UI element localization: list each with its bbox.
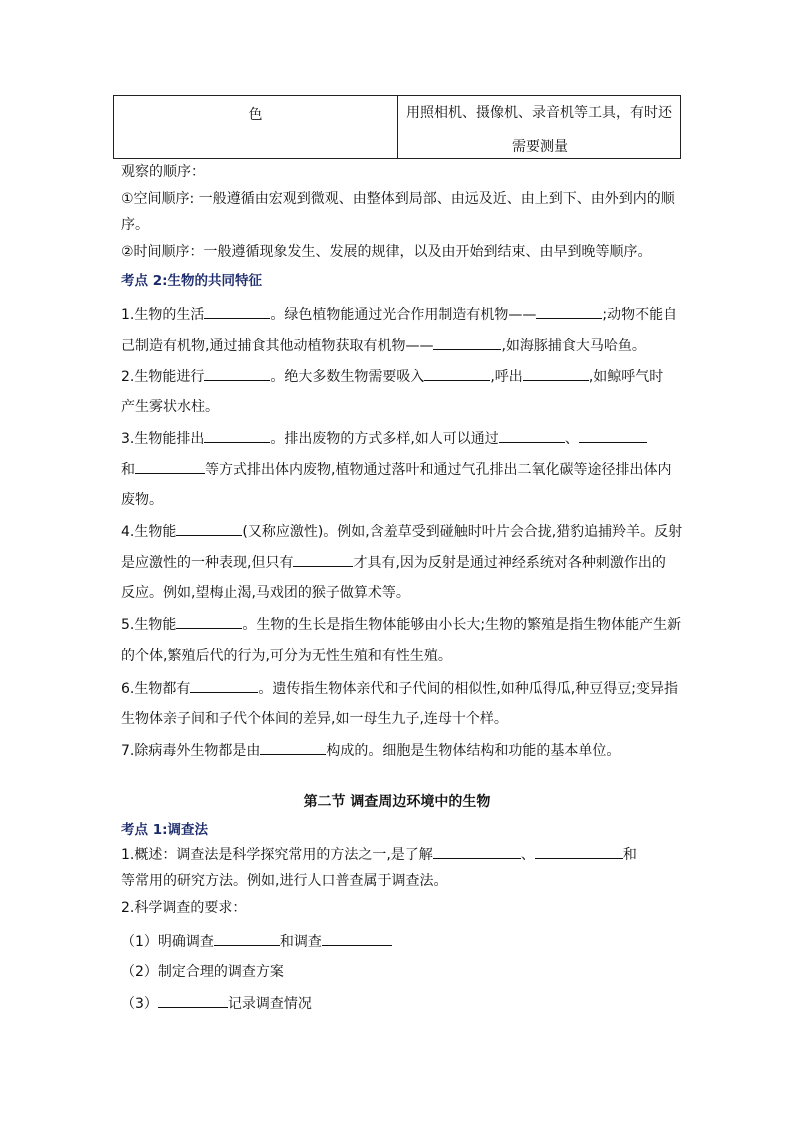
kd2-item2-line1: 2.生物能进行 。绝大多数生物需要吸入 ,呼出 ,如鲸呼气时: [121, 369, 664, 385]
table-cell-left: 色: [114, 96, 398, 159]
fill-blank[interactable]: [260, 741, 326, 755]
fill-blank[interactable]: [293, 553, 353, 567]
requirement-3: （3） 记录调查情况: [121, 996, 312, 1012]
kd2-item3-line3: 废物。: [121, 492, 163, 508]
table-row: [114, 96, 681, 159]
kd2-item4-line1: 4.生物能 (又称应激性)。例如,含羞草受到碰触时叶片会合拢,猎豹追捕羚羊。反射: [121, 524, 683, 540]
table-cell-right-line2: 需要测量: [512, 139, 568, 155]
kd2-item5-line1: 5.生物能 。生物的生长是指生物体能够由小长大;生物的繁殖是指生物体能产生新: [121, 617, 682, 633]
observation-table: [113, 95, 681, 159]
kd2-item5-line2: 的个体,繁殖后代的行为,可分为无性生殖和有性生殖。: [121, 648, 452, 664]
fill-blank[interactable]: [204, 429, 270, 443]
kd2-item1-line2: 己制造有机物,通过捕食其他动植物获取有机物—— ,如海豚捕食大马哈鱼。: [121, 338, 646, 354]
fill-blank[interactable]: [424, 367, 490, 381]
fill-blank[interactable]: [535, 845, 623, 859]
fill-blank[interactable]: [322, 932, 392, 946]
fill-blank[interactable]: [499, 429, 565, 443]
order-heading: 观察的顺序：: [121, 164, 205, 180]
fill-blank[interactable]: [433, 336, 501, 350]
kd2-item4-line3: 反应。例如,望梅止渴,马戏团的猴子做算术等。: [121, 585, 410, 601]
kd2-item3-line2: 和 等方式排出体内废物,植物通过落叶和通过气孔排出二氧化碳等途径排出体内: [121, 462, 672, 478]
fill-blank[interactable]: [176, 615, 242, 629]
requirement-2: （2）制定合理的调查方案: [121, 964, 284, 980]
requirement-1: （1）明确调查 和调查: [121, 932, 681, 951]
fill-blank[interactable]: [536, 305, 602, 319]
spatial-order-line2: 序。: [121, 217, 149, 233]
kd2-item6-line2: 生物体亲子间和子代个体间的差异,如一母生九子,连母十个样。: [121, 711, 508, 727]
kd2-item3-line1: 3.生物能排出 。排出废物的方式多样,如人可以通过 、: [121, 429, 681, 448]
fill-blank[interactable]: [204, 305, 270, 319]
fill-blank[interactable]: [190, 679, 258, 693]
table-cell-right-line1: 用照相机、摄像机、录音机等工具，有时还: [406, 105, 672, 121]
section2-kd1-title: 考点 1:调查法: [121, 822, 208, 838]
fill-blank[interactable]: [135, 460, 205, 474]
kd2-item6-line1: 6.生物都有 。遗传指生物体亲代和子代间的相似性,如种瓜得瓜,种豆得豆;变异指: [121, 681, 678, 697]
kd2-title: 考点 2:生物的共同特征: [121, 273, 262, 289]
temporal-order: ②时间顺序：一般遵循现象发生、发展的规律，以及由开始到结束、由早到晚等顺序。: [121, 244, 652, 260]
fill-blank[interactable]: [579, 429, 647, 443]
fill-blank[interactable]: [158, 994, 228, 1008]
section2-item1-line1: 1.概述：调查法是科学探究常用的方法之一,是了解 、 和: [121, 847, 637, 863]
fill-blank[interactable]: [176, 522, 242, 536]
kd2-item4-line2: 是应激性的一种表现,但只有 才具有,因为反射是通过神经系统对各种刺激作出的: [121, 555, 666, 571]
kd2-item7: 7.除病毒外生物都是由 构成的。细胞是生物体结构和功能的基本单位。: [121, 743, 621, 759]
fill-blank[interactable]: [523, 367, 589, 381]
fill-blank[interactable]: [214, 932, 280, 946]
section2-item1-line2: 等常用的研究方法。例如,进行人口普查属于调查法。: [121, 873, 448, 889]
table-cell-right: [398, 96, 681, 159]
spatial-order-line1: ①空间顺序: 一般遵循由宏观到微观、由整体到局部、由远及近、由上到下、由外到内的顺: [121, 191, 675, 207]
section2-title: 第二节 调查周边环境中的生物: [303, 794, 491, 810]
section2-item2: 2.科学调查的要求：: [121, 900, 247, 916]
fill-blank[interactable]: [433, 845, 521, 859]
kd2-item2-line2: 产生雾状水柱。: [121, 399, 219, 415]
kd2-item1-line1: 1.生物的生活 。绿色植物能通过光合作用制造有机物—— ;动物不能自: [121, 307, 678, 323]
fill-blank[interactable]: [204, 367, 270, 381]
